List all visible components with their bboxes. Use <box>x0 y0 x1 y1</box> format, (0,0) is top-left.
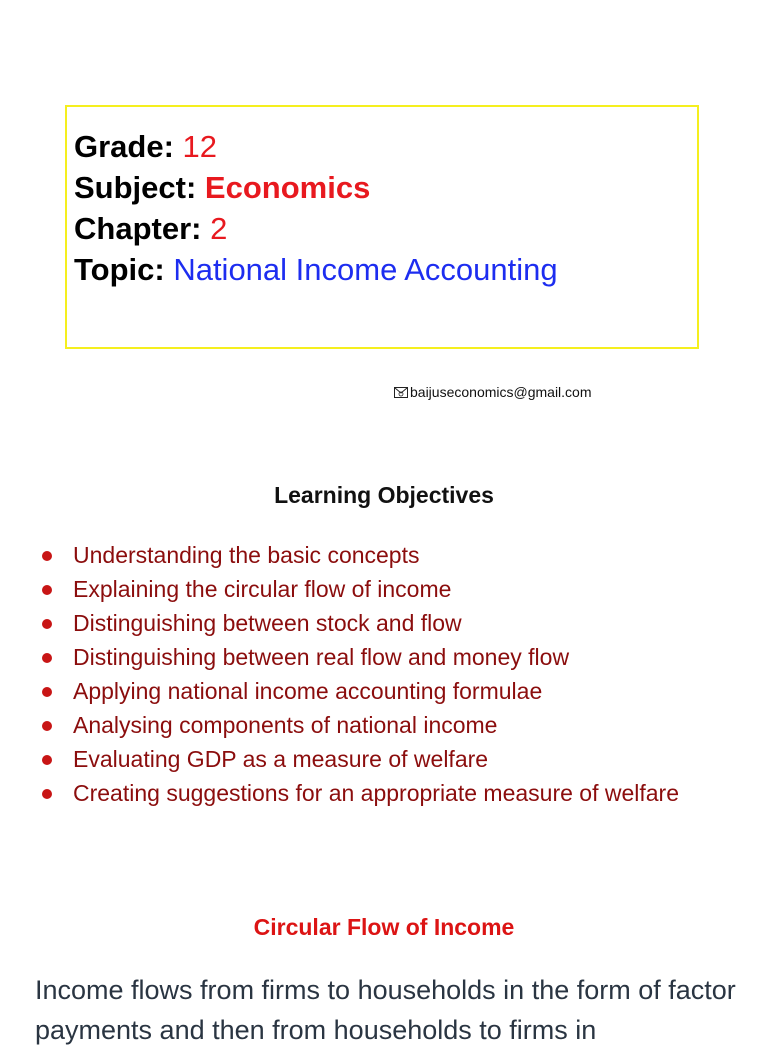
objective-text: Distinguishing between real flow and money flow <box>73 644 570 670</box>
grade-value: 12 <box>182 129 218 164</box>
bullet-icon <box>42 551 52 561</box>
topic-line <box>74 251 558 289</box>
bullet-icon <box>42 585 52 595</box>
list-item <box>40 572 679 606</box>
bullet-icon <box>42 653 52 663</box>
email-icon <box>394 387 408 398</box>
list-item <box>40 640 679 674</box>
list-item <box>40 708 679 742</box>
list-item <box>40 742 679 776</box>
circular-flow-paragraph: Income flows from firms to households in the form of factor payments and then from households to firms in <box>35 975 736 1045</box>
topic-value: National Income Accounting <box>173 252 558 287</box>
objective-text: Explaining the circular flow of income <box>73 576 452 602</box>
list-item <box>40 776 679 810</box>
list-item <box>40 606 679 640</box>
subject-label: Subject: <box>74 170 197 205</box>
subject-value: Economics <box>204 170 371 205</box>
chapter-line <box>74 210 227 248</box>
bullet-icon <box>42 789 52 799</box>
chapter-value: 2 <box>210 211 228 246</box>
list-item <box>40 538 679 572</box>
list-item <box>40 674 679 708</box>
bullet-icon <box>42 619 52 629</box>
circular-flow-heading: Circular Flow of Income <box>253 914 515 940</box>
chapter-label: Chapter: <box>74 211 202 246</box>
grade-label: Grade: <box>74 129 174 164</box>
subject-line <box>74 169 370 207</box>
objective-text: Applying national income accounting formulae <box>73 678 543 704</box>
objective-text: Evaluating GDP as a measure of welfare <box>73 746 489 772</box>
email-address[interactable]: baijuseconomics@gmail.com <box>410 384 592 400</box>
learning-objectives-heading: Learning Objectives <box>274 482 494 508</box>
grade-line <box>74 128 217 166</box>
learning-objectives-list <box>40 538 679 810</box>
bullet-icon <box>42 755 52 765</box>
bullet-icon <box>42 687 52 697</box>
objective-text: Creating suggestions for an appropriate measure of welfare <box>73 780 680 806</box>
topic-label: Topic: <box>74 252 165 287</box>
objective-text: Analysing components of national income <box>73 712 498 738</box>
contact-email <box>394 383 592 401</box>
objective-text: Understanding the basic concepts <box>73 542 420 568</box>
objective-text: Distinguishing between stock and flow <box>73 610 462 636</box>
bullet-icon <box>42 721 52 731</box>
